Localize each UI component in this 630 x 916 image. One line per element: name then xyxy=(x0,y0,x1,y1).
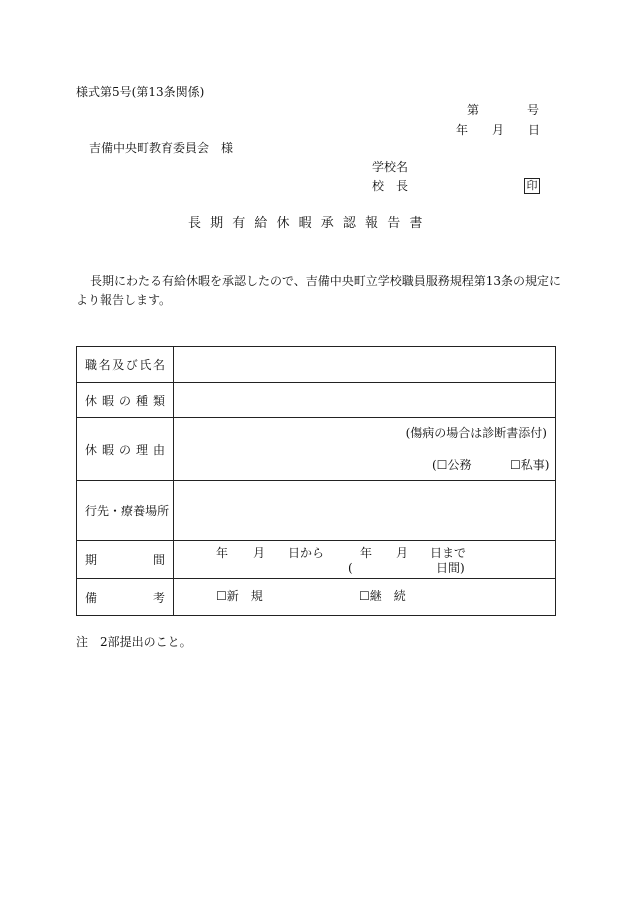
period-start-day: 日から xyxy=(288,546,325,560)
field-name[interactable] xyxy=(174,347,556,383)
row-period xyxy=(77,541,556,579)
footnote: 注 2部提出のこと。 xyxy=(76,635,192,649)
checkbox-continuation[interactable]: ☐継 続 xyxy=(359,589,406,603)
date-year: 年 xyxy=(456,123,469,137)
doc-number-suffix: 号 xyxy=(527,103,540,117)
checkbox-official[interactable]: (☐公務 xyxy=(432,458,472,472)
row-remarks xyxy=(77,579,556,616)
field-remarks[interactable] xyxy=(174,579,556,616)
field-leave-type[interactable] xyxy=(174,383,556,418)
label-remarks: 備 考 xyxy=(77,579,174,616)
checkbox-new[interactable]: ☐新 規 xyxy=(216,589,263,603)
field-period[interactable] xyxy=(174,541,556,579)
row-leave-type xyxy=(77,383,556,418)
reason-note: (傷病の場合は診断書添付) xyxy=(405,426,547,440)
label-reason: 休 暇 の 理 由 xyxy=(77,418,174,481)
label-leave-type: 休 暇 の 種 類 xyxy=(77,383,174,418)
period-days-open: ( xyxy=(348,561,353,575)
date-month: 月 xyxy=(492,123,505,137)
school-name-label: 学校名 xyxy=(372,160,409,174)
date-day: 日 xyxy=(528,123,541,137)
period-days-close: 日間) xyxy=(436,561,465,575)
form-number: 様式第5号(第13条関係) xyxy=(76,85,205,99)
principal-label: 校 長 xyxy=(372,179,409,193)
period-start-year: 年 xyxy=(216,546,229,560)
addressee: 吉備中央町教育委員会 様 xyxy=(89,141,234,155)
doc-number-prefix: 第 xyxy=(467,103,480,117)
field-reason[interactable] xyxy=(174,418,556,481)
seal-mark: 印 xyxy=(524,178,540,194)
body-text-line2: より報告します。 xyxy=(76,293,172,307)
period-end-year: 年 xyxy=(360,546,373,560)
field-destination[interactable] xyxy=(174,481,556,541)
label-period: 期 間 xyxy=(77,541,174,579)
row-name xyxy=(77,347,556,383)
document-title: 長 期 有 給 休 暇 承 認 報 告 書 xyxy=(188,216,423,231)
period-end-day: 日まで xyxy=(430,546,467,560)
label-name: 職 名 及 び 氏 名 xyxy=(77,347,174,383)
leave-report-table xyxy=(76,346,556,616)
row-reason xyxy=(77,418,556,481)
checkbox-personal[interactable]: ☐私事) xyxy=(510,458,550,472)
label-destination: 行 先 ・ 療 養 場 所 xyxy=(77,481,174,541)
period-start-month: 月 xyxy=(253,546,266,560)
period-end-month: 月 xyxy=(396,546,409,560)
row-destination xyxy=(77,481,556,541)
body-text-line1: 長期にわたる有給休暇を承認したので、吉備中央町立学校職員服務規程第13条の規定に xyxy=(90,274,562,288)
